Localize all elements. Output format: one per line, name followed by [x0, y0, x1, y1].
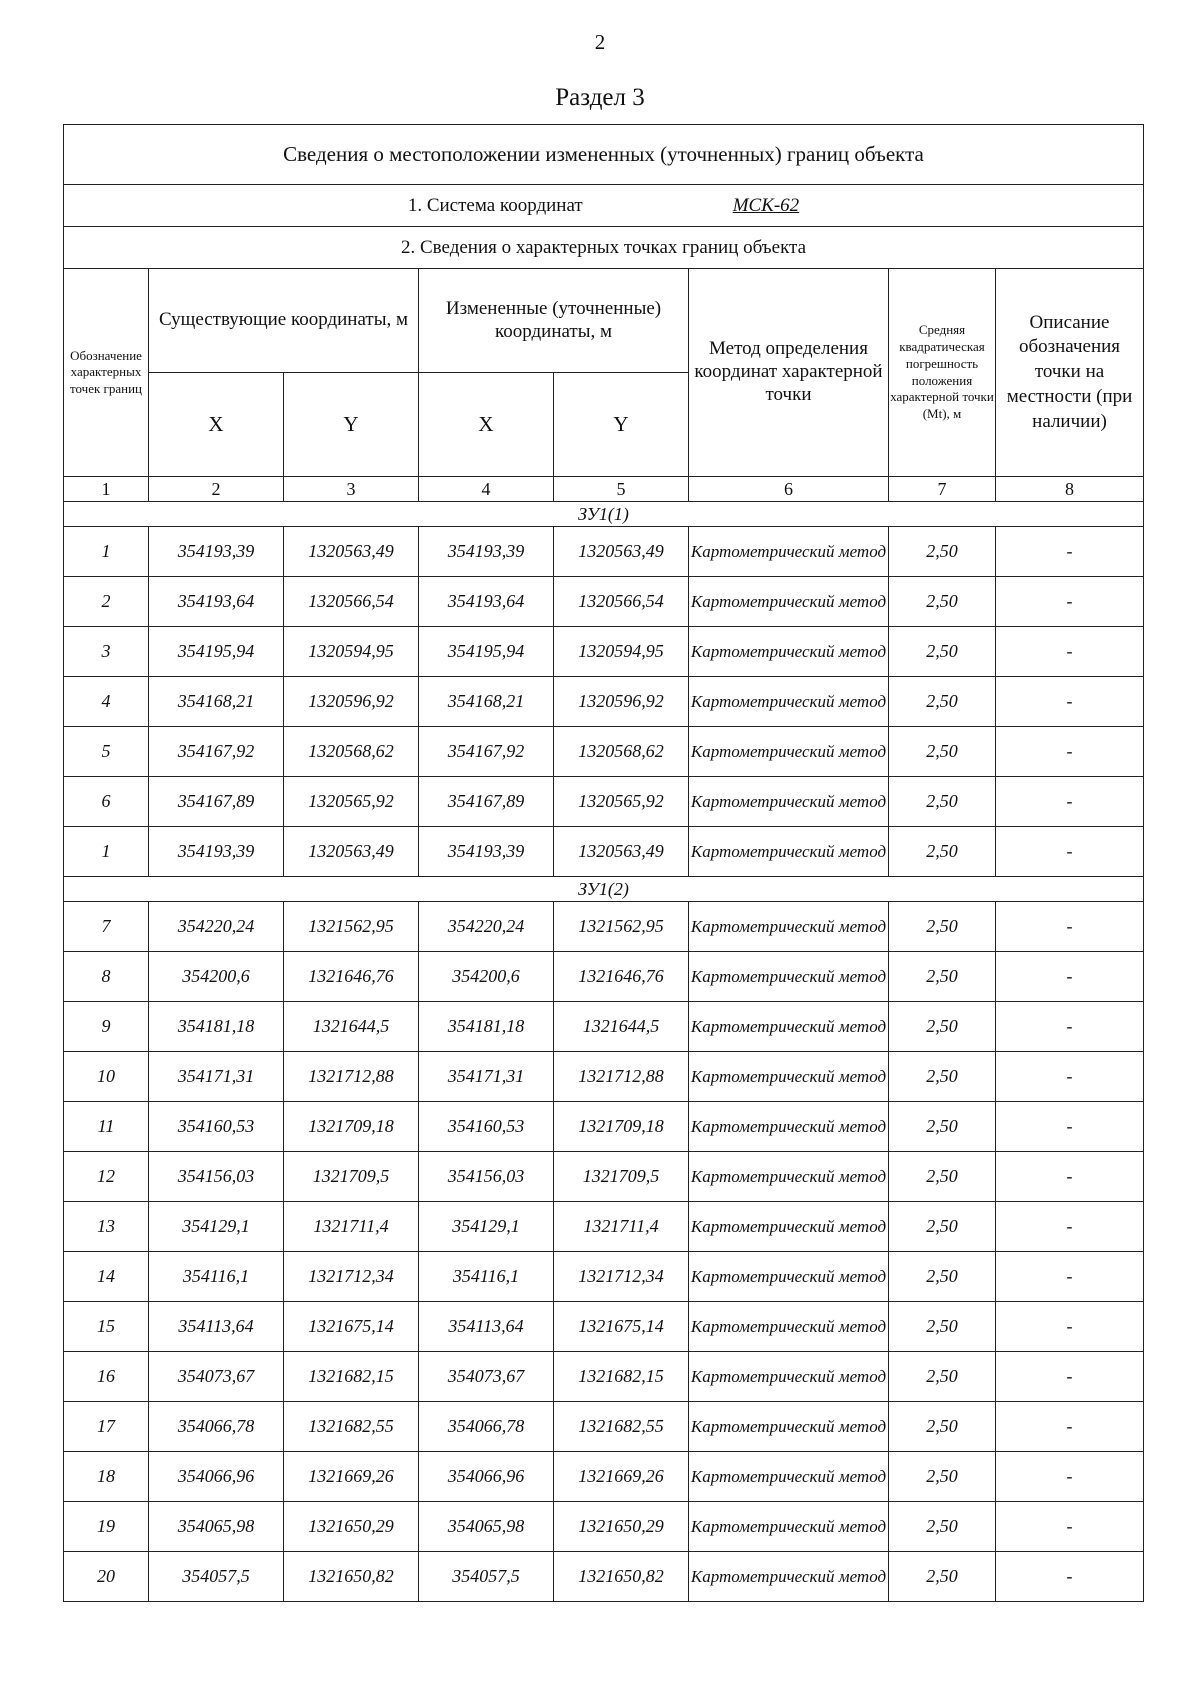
cell-changed-x: 354200,6 [419, 952, 554, 1002]
cell-description: - [996, 777, 1144, 827]
cell-existing-y: 1320596,92 [284, 677, 419, 727]
cell-method: Картометрический метод [689, 1452, 889, 1502]
cell-existing-x: 354073,67 [149, 1352, 284, 1402]
cell-method: Картометрический метод [689, 1502, 889, 1552]
cell-method: Картометрический метод [689, 577, 889, 627]
cell-point-id: 7 [64, 902, 149, 952]
cell-existing-y: 1320563,49 [284, 527, 419, 577]
cell-error: 2,50 [889, 1202, 996, 1252]
group-label: ЗУ1(2) [64, 877, 1144, 902]
cell-changed-y: 1320563,49 [554, 827, 689, 877]
cell-point-id: 4 [64, 677, 149, 727]
cell-changed-x: 354065,98 [419, 1502, 554, 1552]
cell-error: 2,50 [889, 1152, 996, 1202]
table-row [64, 627, 1144, 677]
header-method: Метод определения координат характерной точки [689, 269, 889, 477]
cell-changed-y: 1321712,34 [554, 1252, 689, 1302]
cell-error: 2,50 [889, 1352, 996, 1402]
cell-existing-x: 354113,64 [149, 1302, 284, 1352]
cell-description: - [996, 827, 1144, 877]
table-row [64, 1452, 1144, 1502]
cell-error: 2,50 [889, 727, 996, 777]
cell-method: Картометрический метод [689, 627, 889, 677]
cell-existing-x: 354195,94 [149, 627, 284, 677]
cell-changed-y: 1321669,26 [554, 1452, 689, 1502]
cell-point-id: 3 [64, 627, 149, 677]
cell-changed-y: 1320596,92 [554, 677, 689, 727]
cell-method: Картометрический метод [689, 1102, 889, 1152]
cell-existing-x: 354057,5 [149, 1552, 284, 1602]
cell-method: Картометрический метод [689, 952, 889, 1002]
cell-changed-y: 1321646,76 [554, 952, 689, 1002]
cell-existing-x: 354193,39 [149, 527, 284, 577]
cell-existing-x: 354065,98 [149, 1502, 284, 1552]
cell-error: 2,50 [889, 677, 996, 727]
group-row [64, 877, 1144, 902]
cell-error: 2,50 [889, 627, 996, 677]
cell-point-id: 1 [64, 827, 149, 877]
cell-point-id: 14 [64, 1252, 149, 1302]
cell-point-id: 17 [64, 1402, 149, 1452]
cell-error: 2,50 [889, 1302, 996, 1352]
cell-method: Картометрический метод [689, 1302, 889, 1352]
cell-error: 2,50 [889, 1252, 996, 1302]
coordinate-system-row [64, 185, 1144, 227]
cell-changed-y: 1320568,62 [554, 727, 689, 777]
cell-method: Картометрический метод [689, 777, 889, 827]
table-row [64, 1352, 1144, 1402]
table-row [64, 1502, 1144, 1552]
cell-changed-x: 354066,78 [419, 1402, 554, 1452]
cell-changed-x: 354195,94 [419, 627, 554, 677]
cell-description: - [996, 1352, 1144, 1402]
cell-changed-y: 1320565,92 [554, 777, 689, 827]
cell-existing-y: 1321650,82 [284, 1552, 419, 1602]
column-number: 1 [64, 477, 149, 502]
table-row [64, 1302, 1144, 1352]
cell-changed-x: 354167,92 [419, 727, 554, 777]
table-row [64, 1552, 1144, 1602]
cell-description: - [996, 1102, 1144, 1152]
cell-error: 2,50 [889, 777, 996, 827]
column-number: 2 [149, 477, 284, 502]
cell-changed-y: 1321675,14 [554, 1302, 689, 1352]
cell-changed-y: 1321709,18 [554, 1102, 689, 1152]
cell-changed-x: 354129,1 [419, 1202, 554, 1252]
cell-error: 2,50 [889, 1452, 996, 1502]
column-number: 7 [889, 477, 996, 502]
cell-existing-y: 1321682,55 [284, 1402, 419, 1452]
cell-error: 2,50 [889, 1402, 996, 1452]
cell-changed-y: 1321644,5 [554, 1002, 689, 1052]
cell-description: - [996, 1502, 1144, 1552]
cell-existing-y: 1320594,95 [284, 627, 419, 677]
cell-error: 2,50 [889, 1052, 996, 1102]
table-row [64, 777, 1144, 827]
cell-changed-x: 354168,21 [419, 677, 554, 727]
cell-method: Картометрический метод [689, 1002, 889, 1052]
cell-error: 2,50 [889, 1102, 996, 1152]
cell-point-id: 15 [64, 1302, 149, 1352]
header-changed-x: X [419, 373, 554, 477]
section-title: Раздел 3 [555, 84, 645, 111]
cell-existing-x: 354193,39 [149, 827, 284, 877]
cell-point-id: 12 [64, 1152, 149, 1202]
cell-description: - [996, 1302, 1144, 1352]
table-row [64, 1252, 1144, 1302]
cell-existing-x: 354066,78 [149, 1402, 284, 1452]
cell-point-id: 13 [64, 1202, 149, 1252]
cell-changed-x: 354171,31 [419, 1052, 554, 1102]
cell-existing-y: 1321711,4 [284, 1202, 419, 1252]
cell-existing-y: 1321675,14 [284, 1302, 419, 1352]
header-error: Средняя квадратическая погрешность положения характерной точки (Mt), м [889, 269, 996, 477]
column-number: 4 [419, 477, 554, 502]
cell-point-id: 19 [64, 1502, 149, 1552]
cell-changed-x: 354116,1 [419, 1252, 554, 1302]
cell-description: - [996, 577, 1144, 627]
cell-existing-x: 354220,24 [149, 902, 284, 952]
cell-changed-x: 354160,53 [419, 1102, 554, 1152]
page-number: 2 [594, 30, 606, 54]
header-existing-x: X [149, 373, 284, 477]
cell-error: 2,50 [889, 1502, 996, 1552]
cell-existing-y: 1321646,76 [284, 952, 419, 1002]
cell-existing-y: 1320563,49 [284, 827, 419, 877]
cell-method: Картометрический метод [689, 1202, 889, 1252]
cell-existing-y: 1321709,18 [284, 1102, 419, 1152]
cell-description: - [996, 902, 1144, 952]
table-row [64, 902, 1144, 952]
cell-changed-x: 354156,03 [419, 1152, 554, 1202]
cell-point-id: 5 [64, 727, 149, 777]
header-existing-y: Y [284, 373, 419, 477]
boundary-points-table [63, 124, 1144, 1602]
cell-point-id: 11 [64, 1102, 149, 1152]
table-row [64, 952, 1144, 1002]
table-row [64, 577, 1144, 627]
cell-existing-x: 354171,31 [149, 1052, 284, 1102]
cell-description: - [996, 527, 1144, 577]
cell-point-id: 18 [64, 1452, 149, 1502]
cell-changed-x: 354066,96 [419, 1452, 554, 1502]
cell-existing-y: 1321669,26 [284, 1452, 419, 1502]
table-row [64, 1102, 1144, 1152]
cell-description: - [996, 677, 1144, 727]
cell-changed-y: 1321709,5 [554, 1152, 689, 1202]
cell-error: 2,50 [889, 527, 996, 577]
group-label: ЗУ1(1) [64, 502, 1144, 527]
table-row [64, 1002, 1144, 1052]
cell-existing-y: 1321650,29 [284, 1502, 419, 1552]
coordinate-system-value: МСК-62 [732, 194, 800, 216]
cell-changed-y: 1321682,15 [554, 1352, 689, 1402]
cell-existing-x: 354167,92 [149, 727, 284, 777]
cell-existing-x: 354160,53 [149, 1102, 284, 1152]
cell-changed-x: 354057,5 [419, 1552, 554, 1602]
cell-changed-x: 354181,18 [419, 1002, 554, 1052]
cell-existing-x: 354200,6 [149, 952, 284, 1002]
cell-changed-y: 1321712,88 [554, 1052, 689, 1102]
cell-point-id: 9 [64, 1002, 149, 1052]
cell-method: Картометрический метод [689, 1152, 889, 1202]
table-row [64, 1402, 1144, 1452]
cell-point-id: 1 [64, 527, 149, 577]
points-section-label: 2. Сведения о характерных точках границ объекта [64, 227, 1144, 269]
table-row [64, 677, 1144, 727]
group-row [64, 502, 1144, 527]
cell-changed-y: 1321650,82 [554, 1552, 689, 1602]
cell-existing-y: 1321712,88 [284, 1052, 419, 1102]
cell-changed-y: 1320594,95 [554, 627, 689, 677]
cell-existing-x: 354181,18 [149, 1002, 284, 1052]
cell-changed-y: 1320566,54 [554, 577, 689, 627]
cell-changed-x: 354073,67 [419, 1352, 554, 1402]
cell-changed-y: 1321562,95 [554, 902, 689, 952]
cell-description: - [996, 1002, 1144, 1052]
cell-existing-y: 1321644,5 [284, 1002, 419, 1052]
cell-existing-x: 354193,64 [149, 577, 284, 627]
cell-existing-y: 1321562,95 [284, 902, 419, 952]
cell-description: - [996, 952, 1144, 1002]
cell-error: 2,50 [889, 577, 996, 627]
header-point-id: Обозначение характерных точек границ [64, 269, 149, 477]
cell-existing-x: 354156,03 [149, 1152, 284, 1202]
cell-existing-x: 354116,1 [149, 1252, 284, 1302]
cell-description: - [996, 1402, 1144, 1452]
cell-error: 2,50 [889, 902, 996, 952]
header-changed-y: Y [554, 373, 689, 477]
cell-description: - [996, 1252, 1144, 1302]
cell-point-id: 6 [64, 777, 149, 827]
header-changed-coordinates: Измененные (уточненные) координаты, м [419, 269, 689, 373]
cell-description: - [996, 1202, 1144, 1252]
column-number: 5 [554, 477, 689, 502]
cell-method: Картометрический метод [689, 527, 889, 577]
cell-description: - [996, 1552, 1144, 1602]
cell-changed-x: 354220,24 [419, 902, 554, 952]
cell-existing-x: 354168,21 [149, 677, 284, 727]
header-description: Описание обозначения точки на местности (при наличии) [996, 269, 1144, 477]
cell-method: Картометрический метод [689, 1252, 889, 1302]
cell-method: Картометрический метод [689, 902, 889, 952]
coordinate-system-label: 1. Система координат [407, 194, 583, 216]
table-title: Сведения о местоположении измененных (уточненных) границ объекта [64, 125, 1144, 185]
cell-changed-y: 1321650,29 [554, 1502, 689, 1552]
cell-existing-y: 1321712,34 [284, 1252, 419, 1302]
cell-point-id: 2 [64, 577, 149, 627]
cell-changed-x: 354167,89 [419, 777, 554, 827]
cell-point-id: 8 [64, 952, 149, 1002]
cell-changed-y: 1320563,49 [554, 527, 689, 577]
table-row [64, 827, 1144, 877]
cell-changed-x: 354193,39 [419, 527, 554, 577]
cell-changed-y: 1321682,55 [554, 1402, 689, 1452]
cell-point-id: 16 [64, 1352, 149, 1402]
cell-existing-x: 354066,96 [149, 1452, 284, 1502]
table-row [64, 1052, 1144, 1102]
cell-point-id: 10 [64, 1052, 149, 1102]
cell-error: 2,50 [889, 827, 996, 877]
cell-method: Картометрический метод [689, 1352, 889, 1402]
cell-existing-x: 354129,1 [149, 1202, 284, 1252]
cell-changed-x: 354113,64 [419, 1302, 554, 1352]
column-number: 6 [689, 477, 889, 502]
cell-existing-x: 354167,89 [149, 777, 284, 827]
table-row [64, 1202, 1144, 1252]
cell-changed-x: 354193,39 [419, 827, 554, 877]
cell-method: Картометрический метод [689, 1552, 889, 1602]
cell-point-id: 20 [64, 1552, 149, 1602]
cell-description: - [996, 627, 1144, 677]
cell-method: Картометрический метод [689, 677, 889, 727]
cell-changed-y: 1321711,4 [554, 1202, 689, 1252]
cell-existing-y: 1321682,15 [284, 1352, 419, 1402]
cell-error: 2,50 [889, 952, 996, 1002]
cell-method: Картометрический метод [689, 827, 889, 877]
cell-existing-y: 1320565,92 [284, 777, 419, 827]
cell-method: Картометрический метод [689, 1402, 889, 1452]
cell-error: 2,50 [889, 1552, 996, 1602]
column-number: 8 [996, 477, 1144, 502]
header-existing-coordinates: Существующие координаты, м [149, 269, 419, 373]
column-number: 3 [284, 477, 419, 502]
table-row [64, 527, 1144, 577]
cell-method: Картометрический метод [689, 727, 889, 777]
cell-changed-x: 354193,64 [419, 577, 554, 627]
cell-existing-y: 1320566,54 [284, 577, 419, 627]
table-row [64, 1152, 1144, 1202]
cell-description: - [996, 1152, 1144, 1202]
cell-method: Картометрический метод [689, 1052, 889, 1102]
cell-description: - [996, 1052, 1144, 1102]
cell-error: 2,50 [889, 1002, 996, 1052]
cell-description: - [996, 1452, 1144, 1502]
table-row [64, 727, 1144, 777]
cell-description: - [996, 727, 1144, 777]
cell-existing-y: 1320568,62 [284, 727, 419, 777]
cell-existing-y: 1321709,5 [284, 1152, 419, 1202]
